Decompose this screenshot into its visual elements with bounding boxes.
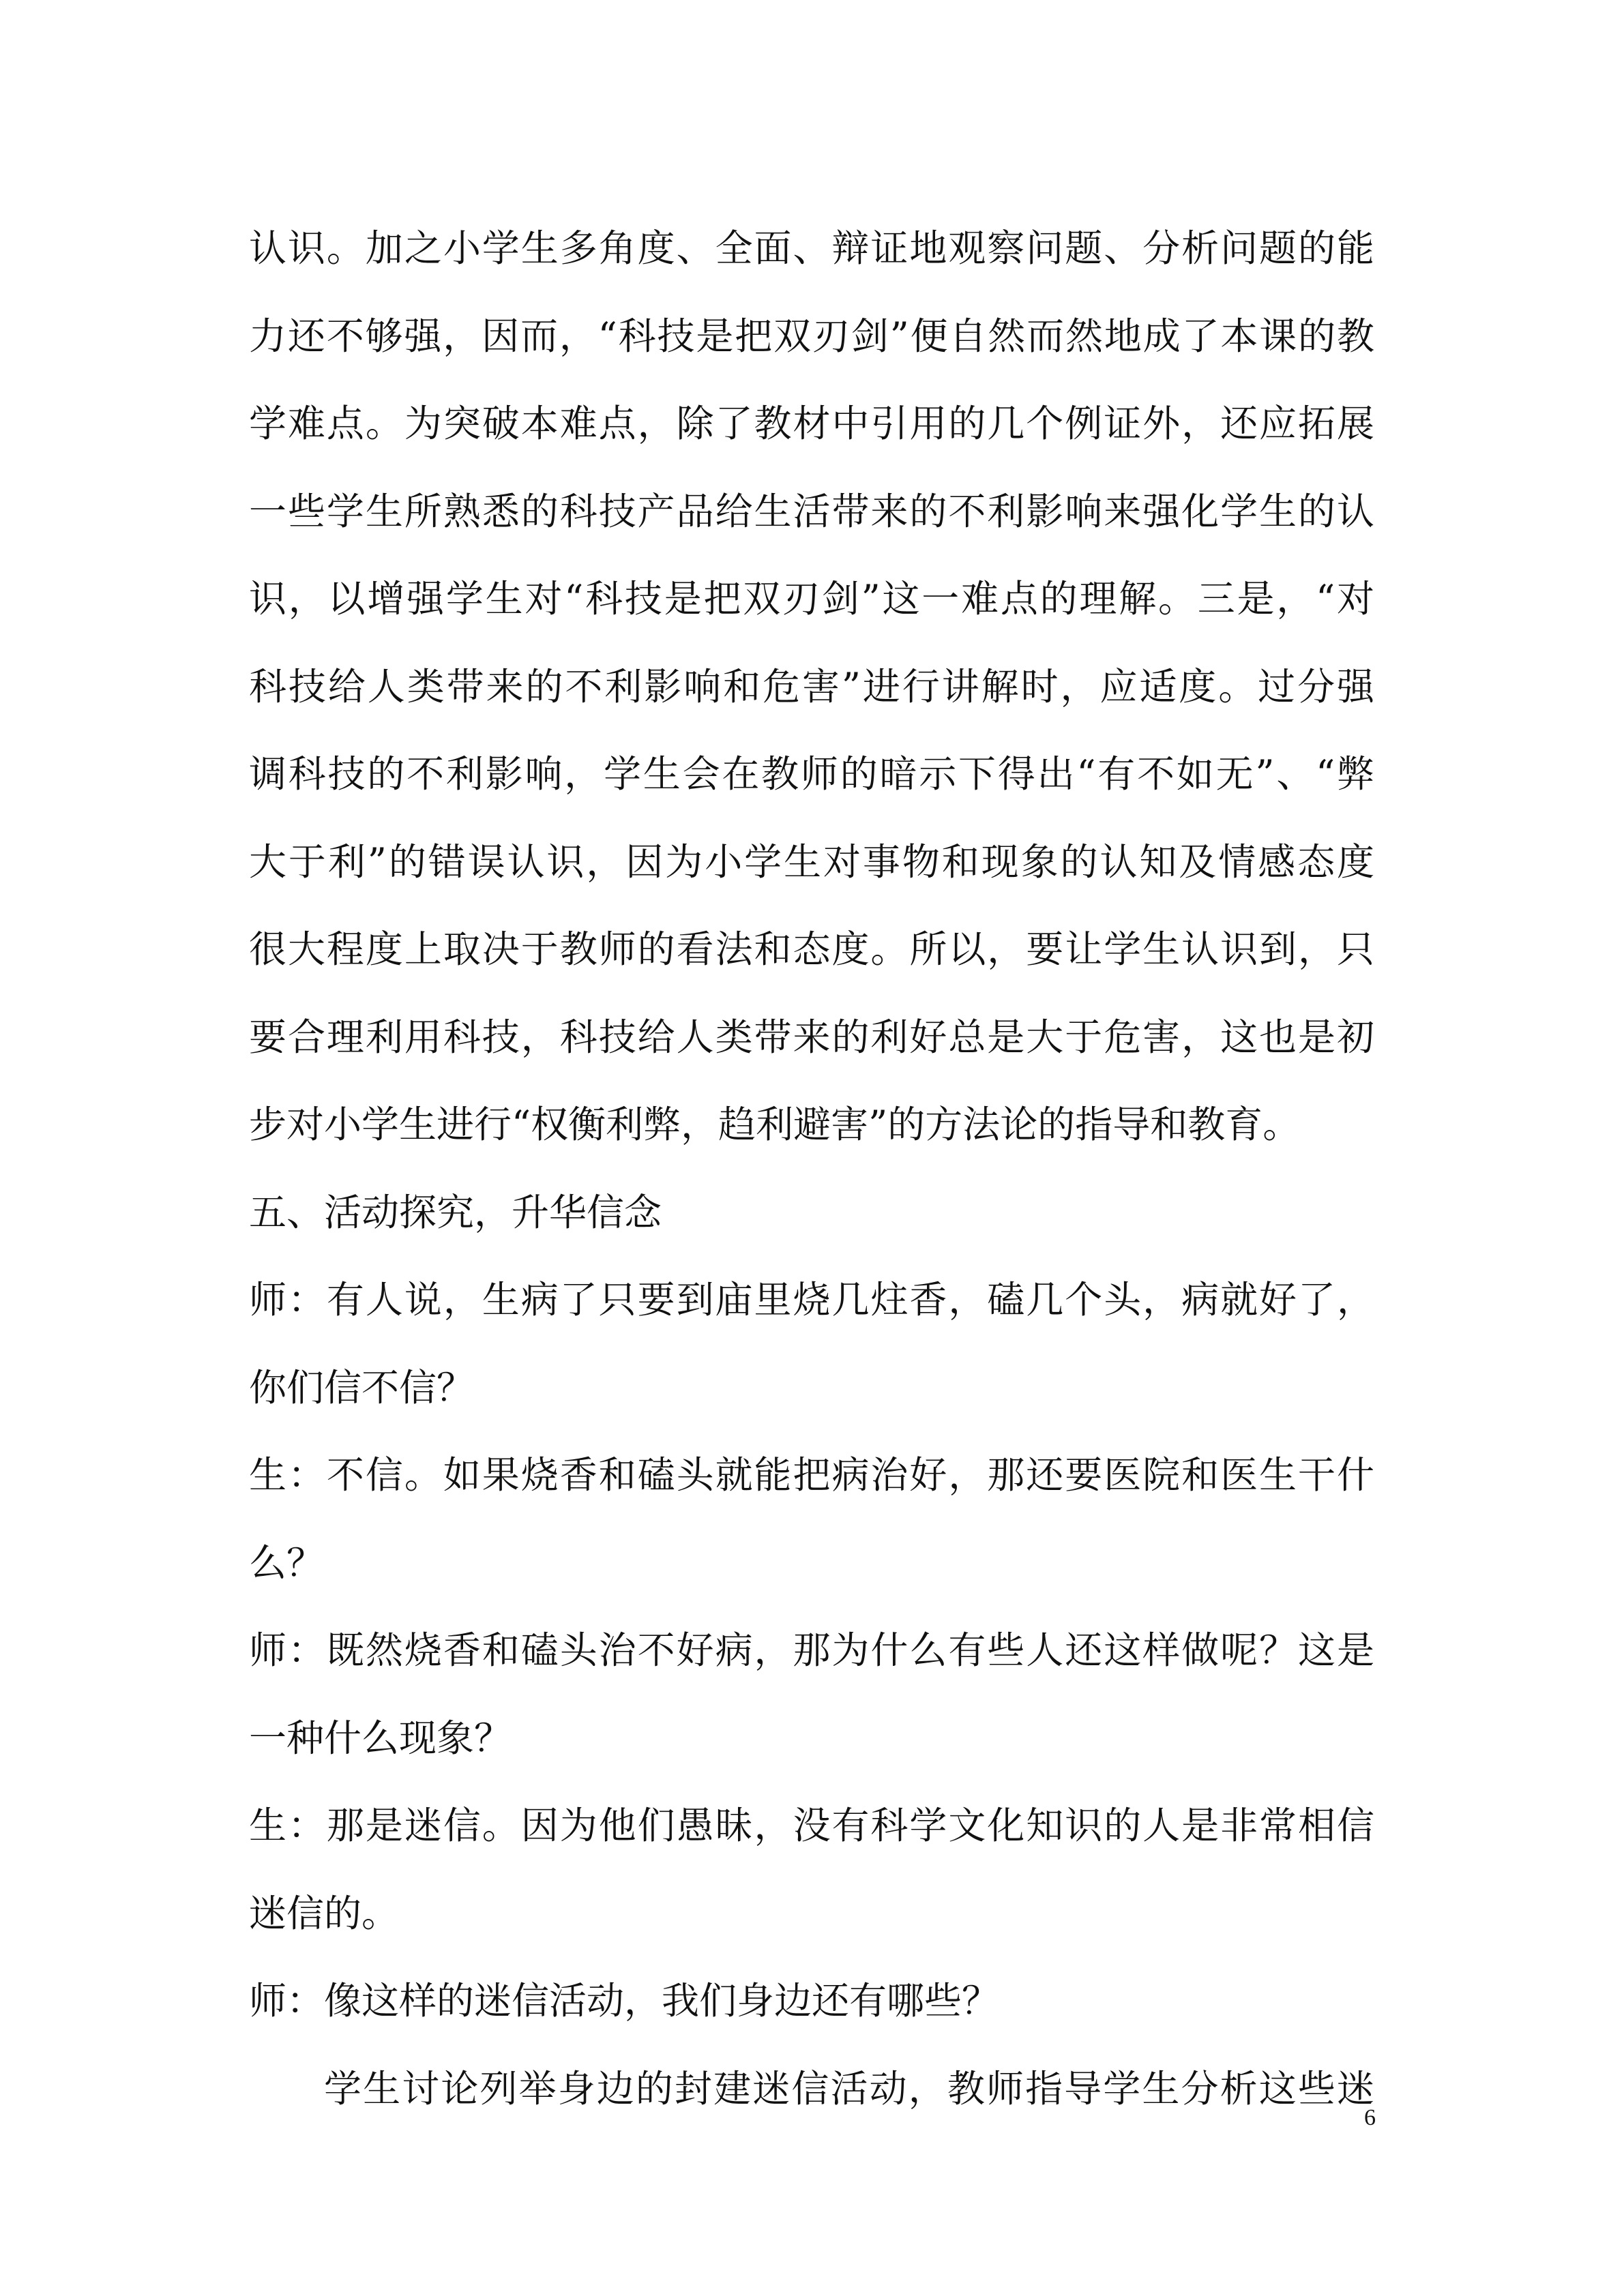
text-line: 学生讨论列举身边的封建迷信活动，教师指导学生分析这些迷 (324, 2066, 1374, 2111)
page-number: 6 (1364, 2105, 1376, 2130)
text-line: 学难点。为突破本难点，除了教材中引用的几个例证外，还应拓展 (249, 402, 1374, 445)
text-line: 生：那是迷信。因为他们愚昧，没有科学文化知识的人是非常相信 (249, 1804, 1374, 1847)
text-line: 要合理利用科技，科技给人类带来的利好总是大于危害，这也是初 (249, 1015, 1374, 1059)
text-line: 生：不信。如果烧香和磕头就能把病治好，那还要医院和医生干什 (249, 1453, 1374, 1497)
text-line: 师：有人说，生病了只要到庙里烧几炷香，磕几个头，病就好了， (249, 1278, 1374, 1322)
text-line: 识，以增强学生对“科技是把双刃剑”这一难点的理解。三是，“对 (249, 577, 1374, 621)
text-line: 师：像这样的迷信活动，我们身边还有哪些？ (249, 1979, 1000, 2023)
text-line: 步对小学生进行“权衡利弊，趋利避害”的方法论的指导和教育。 (249, 1103, 1301, 1146)
text-line: 大于利”的错误认识，因为小学生对事物和现象的认知及情感态度 (249, 839, 1374, 884)
text-line: 迷信的。 (249, 1891, 400, 1935)
text-line: 很大程度上取决于教师的看法和态度。所以，要让学生认识到，只 (249, 927, 1374, 971)
text-line: 么？ (249, 1540, 325, 1585)
text-line: 你们信不信？ (249, 1365, 475, 1410)
text-line: 一种什么现象？ (249, 1716, 512, 1760)
text-line: 力还不够强，因而，“科技是把双刃剑”便自然而然地成了本课的教 (249, 314, 1374, 358)
text-line: 一些学生所熟悉的科技产品给生活带来的不利影响来强化学生的认 (249, 489, 1374, 533)
text-line: 师：既然烧香和磕头治不好病，那为什么有些人还这样做呢？这是 (249, 1628, 1374, 1672)
text-line: 科技给人类带来的不利影响和危害”进行讲解时，应适度。过分强 (249, 664, 1374, 709)
text-line: 五、活动探究，升华信念 (249, 1190, 662, 1234)
text-line: 认识。加之小学生多角度、全面、辩证地观察问题、分析问题的能 (249, 226, 1374, 270)
text-line: 调科技的不利影响，学生会在教师的暗示下得出“有不如无”、“弊 (249, 752, 1374, 796)
body-text (249, 205, 1374, 2132)
